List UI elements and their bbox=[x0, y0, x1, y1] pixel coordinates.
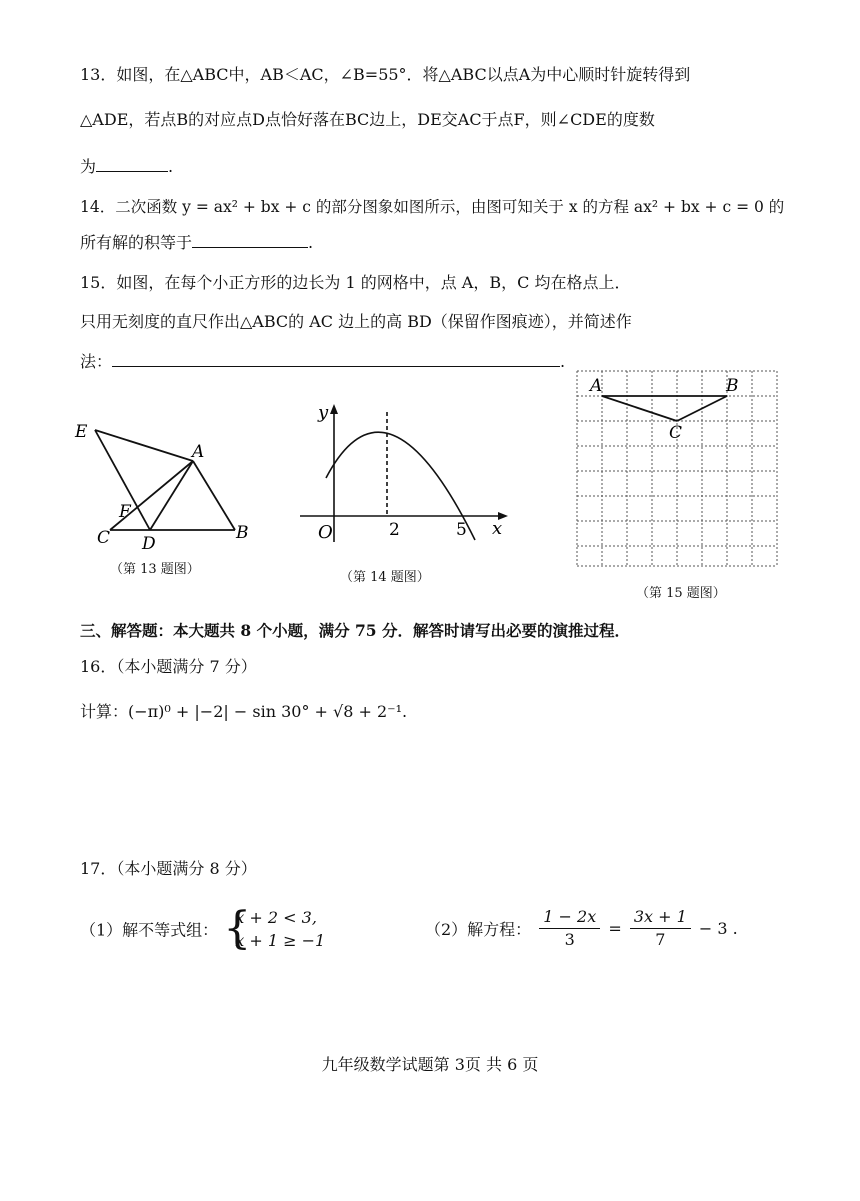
fig13-label-e: E bbox=[75, 422, 88, 442]
q17-rhs-numerator: 3x + 1 bbox=[630, 906, 691, 929]
fig14-label-y: y bbox=[318, 402, 329, 423]
fig15-caption: （第 15 题图） bbox=[636, 586, 726, 601]
q17-rhs-denominator: 7 bbox=[655, 930, 666, 949]
fig13-label-f: F bbox=[119, 502, 131, 522]
figure-13 bbox=[70, 415, 260, 555]
q15-line3 bbox=[80, 350, 565, 373]
fig13-label-c: C bbox=[97, 528, 111, 548]
q17-inequality-2: x + 1 ≥ −1 bbox=[235, 931, 326, 950]
q13-line3-end: . bbox=[168, 157, 174, 176]
q15-line3-end: . bbox=[560, 352, 566, 371]
fig15-label-a: A bbox=[590, 376, 603, 396]
fig13-caption: （第 13 题图） bbox=[110, 562, 200, 577]
q14-line1: 14．二次函数 y = ax² + bx + c 的部分图象如图所示，由图可知关于 x 的方程 ax² + bx + c = 0 的 bbox=[80, 198, 785, 216]
fig13-label-a: A bbox=[192, 442, 205, 462]
q17-lhs-numerator: 1 − 2x bbox=[539, 906, 600, 929]
fig14-label-5: 5 bbox=[456, 520, 467, 540]
fig14-label-2: 2 bbox=[389, 520, 400, 540]
q17-part1-label: （1）解不等式组： bbox=[80, 920, 219, 940]
section3-heading: 三、解答题：本大题共 8 个小题，满分 75 分．解答时请写出必要的演推过程． bbox=[80, 621, 630, 640]
fig13-label-d: D bbox=[142, 534, 156, 554]
q17-part1 bbox=[80, 903, 326, 954]
q15-answer-blank bbox=[112, 350, 560, 367]
q15-line2: 只用无刻度的直尺作出△ABC的 AC 边上的高 BD（保留作图痕迹），并简述作 bbox=[80, 312, 632, 331]
q13-line3 bbox=[80, 155, 173, 178]
q14-line2-end: . bbox=[308, 233, 314, 252]
q15-line3-text: 法： bbox=[80, 352, 113, 371]
figure-14 bbox=[290, 392, 520, 552]
q17-inequality-1: x + 2 < 3, bbox=[235, 908, 317, 927]
fig14-label-x: x bbox=[492, 518, 503, 539]
q14-answer-blank bbox=[192, 231, 308, 248]
fig13-label-b: B bbox=[236, 523, 249, 543]
q17-title: 17．（本小题满分 8 分） bbox=[80, 859, 257, 878]
q17-lhs-denominator: 3 bbox=[564, 930, 575, 949]
q16-title: 16．（本小题满分 7 分） bbox=[80, 657, 257, 676]
q16-expression: (−π)⁰ + |−2| − sin 30° + √8 + 2⁻¹. bbox=[128, 702, 408, 721]
q16-body bbox=[80, 701, 407, 723]
q16-prompt: 计算： bbox=[80, 702, 129, 721]
q17-lhs-fraction bbox=[539, 906, 600, 951]
fig15-label-b: B bbox=[726, 376, 739, 396]
q17-rhs-tail: − 3 . bbox=[698, 919, 738, 938]
fig14-caption: （第 14 题图） bbox=[340, 570, 430, 585]
q17-part2-label: （2）解方程： bbox=[425, 920, 532, 939]
fig15-label-c: C bbox=[669, 423, 683, 443]
fig14-label-origin: O bbox=[318, 522, 333, 543]
figure-15 bbox=[572, 366, 787, 574]
q13-line1: 13．如图，在△ABC中，AB＜AC，∠B=55°．将△ABC以点A为中心顺时针旋转得到 bbox=[80, 65, 691, 84]
q17-part2 bbox=[425, 906, 738, 951]
q13-line3-text: 为 bbox=[80, 157, 97, 176]
q13-answer-blank bbox=[96, 155, 168, 172]
brace-icon: { bbox=[223, 903, 252, 954]
q17-rhs-fraction bbox=[630, 906, 691, 951]
q13-line2: △ADE，若点B的对应点D点恰好落在BC边上，DE交AC于点F，则∠CDE的度数 bbox=[80, 110, 655, 129]
page-footer: 九年级数学试题第 3页 共 6 页 bbox=[321, 1055, 539, 1074]
q14-line2-text: 所有解的积等于 bbox=[80, 233, 193, 252]
q14-line2 bbox=[80, 231, 313, 254]
q15-line1: 15．如图，在每个小正方形的边长为 1 的网格中，点 A，B，C 均在格点上． bbox=[80, 273, 631, 292]
q17-inequality-system bbox=[223, 903, 326, 954]
q17-equals: = bbox=[608, 919, 622, 938]
